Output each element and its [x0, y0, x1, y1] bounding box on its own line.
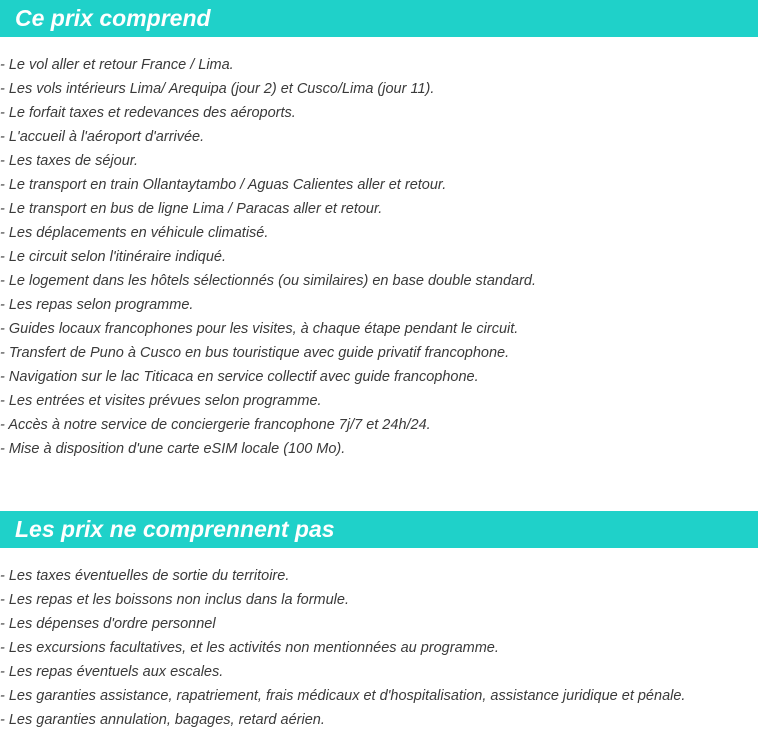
included-item: - Les entrées et visites prévues selon programme.: [0, 393, 322, 409]
included-item: - Les déplacements en véhicule climatisé.: [0, 225, 269, 241]
included-item: - Le circuit selon l'itinéraire indiqué.: [0, 249, 227, 265]
included-item: - Les taxes de séjour.: [0, 153, 139, 169]
included-item: - Le transport en bus de ligne Lima / Paracas aller et retour.: [0, 201, 383, 217]
included-item: - Guides locaux francophones pour les visites, à chaque étape pendant le circuit.: [0, 321, 519, 337]
included-item: - L'accueil à l'aéroport d'arrivée.: [0, 129, 205, 145]
excluded-item: - Les taxes éventuelles de sortie du territoire.: [0, 568, 290, 584]
included-item: - Accès à notre service de conciergerie francophone 7j/7 et 24h/24.: [0, 417, 431, 433]
excluded-item: - Les excursions facultatives, et les activités non mentionnées au programme.: [0, 640, 499, 656]
excluded-list: [0, 564, 685, 732]
included-item: - Les repas selon programme.: [0, 297, 194, 313]
included-item: - Le forfait taxes et redevances des aéroports.: [0, 105, 296, 121]
excluded-item: - Les repas et les boissons non inclus dans la formule.: [0, 592, 349, 608]
included-list: [0, 53, 536, 461]
included-item: - Le vol aller et retour France / Lima.: [0, 57, 234, 73]
included-item: - Le transport en train Ollantaytambo / Aguas Calientes aller et retour.: [0, 177, 447, 193]
included-item: - Le logement dans les hôtels sélectionnés (ou similaires) en base double standard.: [0, 273, 537, 289]
excluded-section-title: Les prix ne comprennent pas: [0, 511, 758, 548]
included-item: - Navigation sur le lac Titicaca en service collectif avec guide francophone.: [0, 369, 479, 385]
excluded-item: - Les repas éventuels aux escales.: [0, 664, 224, 680]
included-item: - Transfert de Puno à Cusco en bus touristique avec guide privatif francophone.: [0, 345, 510, 361]
excluded-item: - Les garanties assistance, rapatriement, frais médicaux et d'hospitalisation, assistance juridique et pénale.: [0, 688, 686, 704]
included-section-title: Ce prix comprend: [0, 0, 758, 37]
excluded-item: - Les garanties annulation, bagages, retard aérien.: [0, 712, 325, 728]
excluded-item: - Les dépenses d'ordre personnel: [0, 616, 216, 632]
included-item: - Mise à disposition d'une carte eSIM locale (100 Mo).: [0, 441, 346, 457]
included-item: - Les vols intérieurs Lima/ Arequipa (jour 2) et Cusco/Lima (jour 11).: [0, 81, 435, 97]
